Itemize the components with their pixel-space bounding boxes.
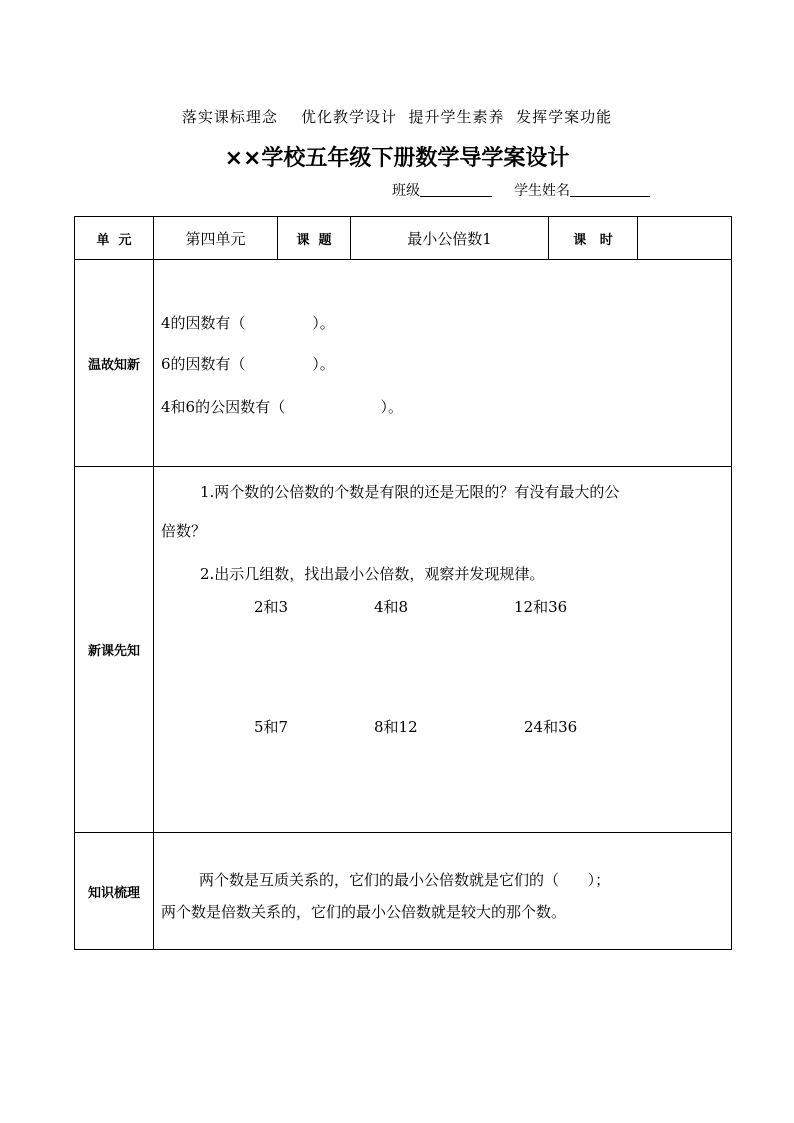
student-name-label: 学生姓名 [514,183,570,199]
review-line: 6的因数有（ ）。 [161,355,335,373]
number-pair: 4和8 [374,598,409,616]
page-title: ××学校五年级下册数学导学案设计 [224,146,570,171]
student-info [392,180,650,200]
unit-label: 单 元 [96,232,132,248]
number-pair: 8和12 [374,718,418,736]
summary-label: 知识梳理 [87,885,140,901]
period-value[interactable] [638,217,732,259]
review-label: 温故知新 [87,357,140,373]
class-blank[interactable] [420,182,492,197]
question-1-cont: 倍数？ [161,522,207,540]
row-divider [74,259,732,260]
review-line: 4和6的公因数有（ ）。 [161,398,403,416]
summary-line-2: 两个数是倍数关系的，它们的最小公倍数就是较大的那个数。 [161,903,567,921]
number-pair: 2和3 [254,598,289,616]
topic-label: 课 题 [296,232,332,248]
class-label: 班级 [392,183,420,199]
preview-label: 新课先知 [87,644,140,659]
topic-value: 最小公倍数1 [407,229,492,248]
period-label: 课 时 [573,232,613,248]
question-2: 2.出示几组数，找出最小公倍数，观察并发现规律。 [200,565,545,583]
review-line: 4的因数有（ ）。 [161,314,335,332]
number-pair: 5和7 [254,718,289,736]
row-divider [74,466,732,467]
number-pair: 24和36 [524,718,578,736]
motto: 落实课标理念 优化教学设计 提升学生素养 发挥学案功能 [181,108,613,126]
student-name-blank[interactable] [570,182,650,197]
summary-line-1: 两个数是互质关系的，它们的最小公倍数就是它们的（ ）； [199,871,611,889]
number-pair: 12和36 [514,598,568,616]
row-divider [74,832,732,833]
unit-value: 第四单元 [185,229,246,248]
question-1: 1.两个数的公倍数的个数是有限的还是无限的？有没有最大的公 [200,483,620,501]
